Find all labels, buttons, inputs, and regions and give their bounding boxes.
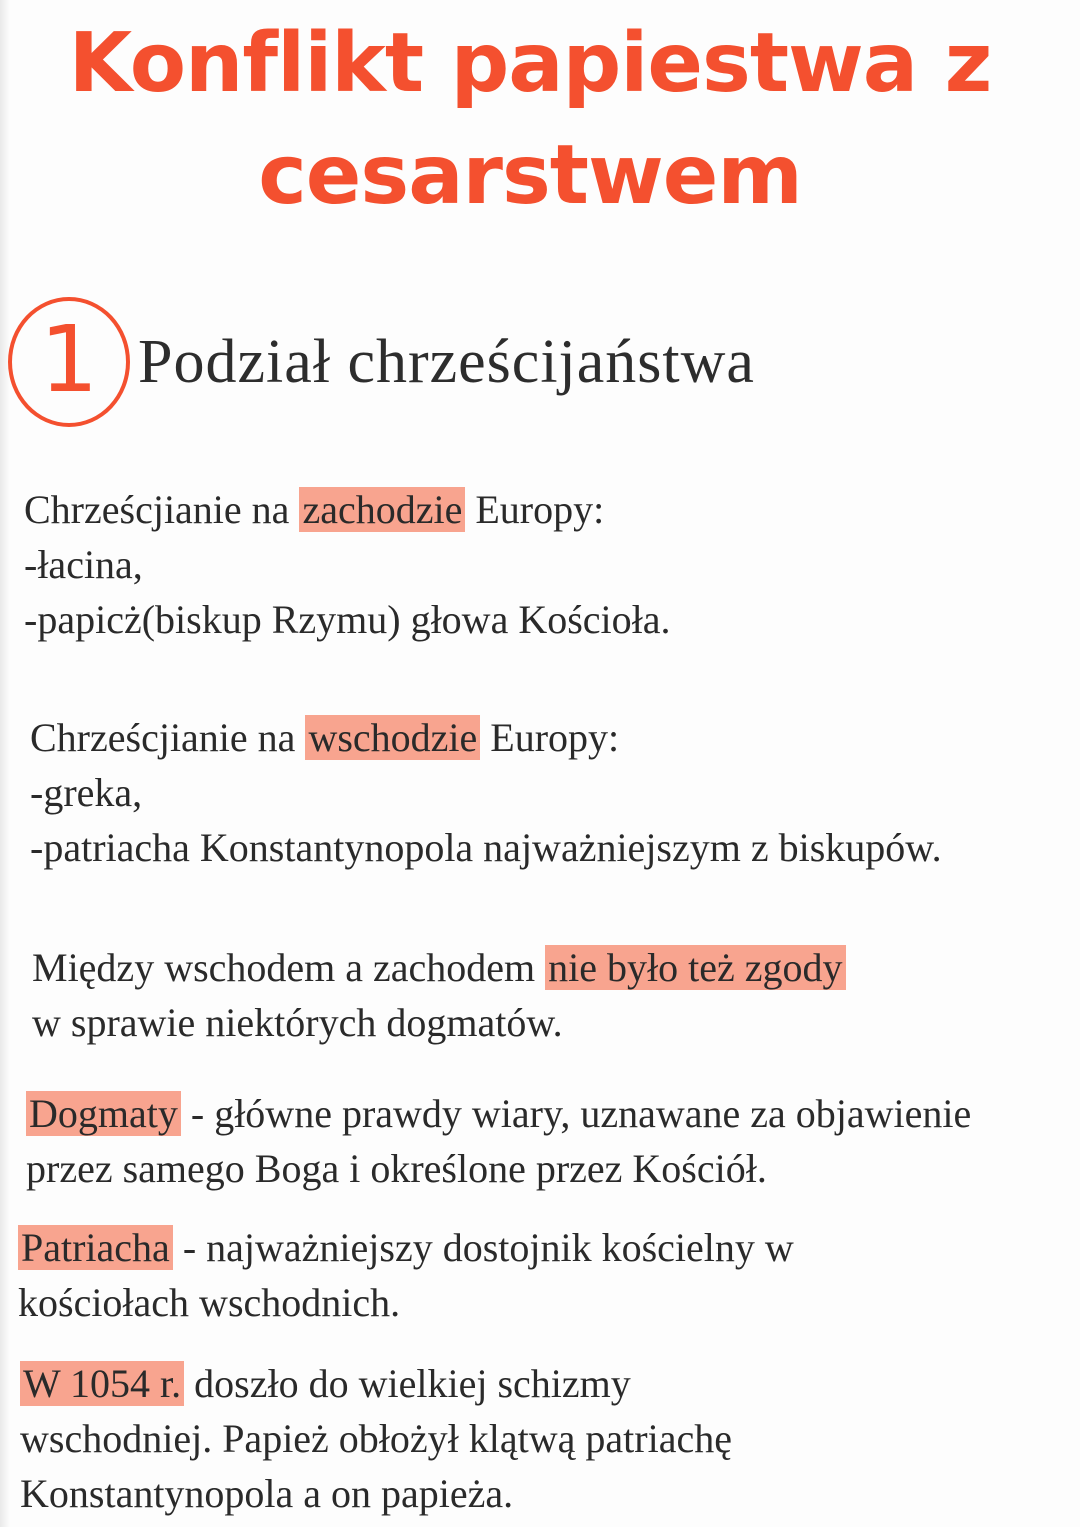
east-intro	[30, 710, 942, 765]
dispute-before: Między wschodem a zachodem	[32, 945, 546, 990]
patriacha-text: - najważniejszy dostojnik kościelny w	[172, 1225, 794, 1270]
east-item-1: -greka,	[30, 770, 143, 815]
east-block	[30, 710, 942, 875]
schism-text: doszło do wielkiej schizmy	[184, 1361, 631, 1406]
dispute-block	[32, 940, 846, 1050]
dispute-line-1	[32, 940, 846, 995]
dogmaty-text: - główne prawdy wiary, uznawane za objawienie	[180, 1091, 972, 1136]
dogmaty-line-2: przez samego Boga i określone przez Kościół.	[26, 1146, 767, 1191]
west-intro	[24, 482, 671, 537]
schism-date-highlight: W 1054 r.	[20, 1361, 184, 1406]
east-intro-after: Europy:	[480, 715, 620, 760]
schism-line-1	[20, 1356, 732, 1411]
schism-line-3: Konstantynopola a on papieża.	[20, 1471, 514, 1516]
west-item-2: -papicż(biskup Rzymu) głowa Kościoła.	[24, 597, 671, 642]
west-block	[24, 482, 671, 647]
schism-block	[20, 1356, 732, 1521]
dispute-highlight: nie było też zgody	[545, 945, 845, 990]
page-title	[0, 8, 1060, 232]
section-title: Podział chrześcijaństwa	[138, 327, 755, 396]
east-intro-before: Chrześcjianie na	[30, 715, 306, 760]
patriacha-term: Patriacha	[18, 1225, 173, 1270]
schism-line-2: wschodniej. Papież obłożył klątwą patriachę	[20, 1416, 732, 1461]
dogmaty-term: Dogmaty	[26, 1091, 181, 1136]
patriacha-line-1	[18, 1220, 794, 1275]
west-intro-before: Chrześcjianie na	[24, 487, 300, 532]
dogmaty-line-1	[26, 1086, 971, 1141]
east-item-2: -patriacha Konstantynopola najważniejszym z biskupów.	[30, 825, 942, 870]
west-item-1: -łacina,	[24, 542, 143, 587]
west-highlight: zachodzie	[299, 487, 465, 532]
section-number-circle	[8, 297, 130, 427]
title-line-2: cesarstwem	[258, 128, 802, 223]
west-intro-after: Europy:	[465, 487, 605, 532]
patriacha-line-2: kościołach wschodnich.	[18, 1280, 401, 1325]
east-highlight: wschodzie	[305, 715, 480, 760]
section-number: 1	[39, 306, 99, 413]
section-heading	[8, 292, 755, 432]
dispute-line-2: w sprawie niektórych dogmatów.	[32, 1000, 563, 1045]
title-line-1: Konflikt papiestwa z	[68, 16, 992, 111]
dogmaty-definition	[26, 1086, 971, 1196]
patriacha-definition	[18, 1220, 794, 1330]
